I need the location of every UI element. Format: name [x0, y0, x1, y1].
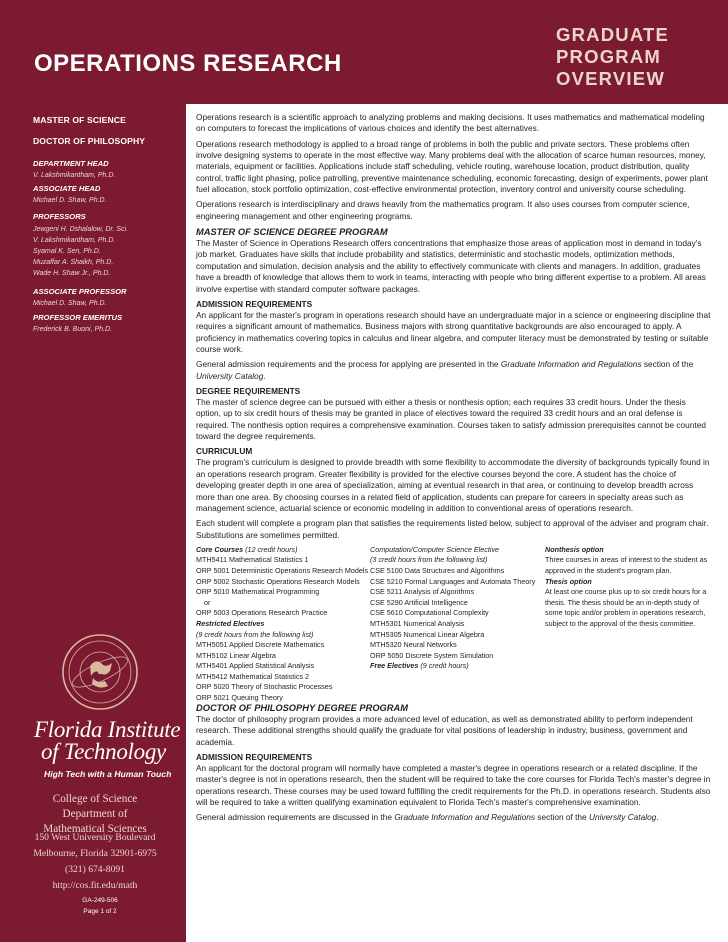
intro-paragraph: Operations research is a scientific approach to analyzing problems and making decisions. It uses mathematics and mathematical modeling on computers to forecast the implications of various choices and identify the best alternatives. [196, 112, 705, 134]
ms-intro: The Master of Science in Operations Research offers concentrations that emphasize those areas of application most in demand in today's job market. Graduates have skills that include probability and statistics, deterministic and stochastic models, optimization methods, computation and simulation, decision analysis and the ability to effectively communicate with clients and managers. In addition, graduates have a breadth of knowledge that allows them to work in teams, interacting with people who bring different expertise to a problem. All areas involve expertise with standard computer software packages. [196, 238, 706, 294]
course-item: MTH5102 Linear Algebra [196, 650, 276, 660]
core-courses-hours: (12 credit hours) [243, 544, 298, 554]
address-block [20, 830, 170, 894]
professor-name: Wade H. Shaw Jr., Ph.D. [33, 270, 111, 277]
catalog-ref: University Catalog [196, 370, 264, 381]
institute-name-line: of Technology [41, 739, 166, 764]
free-electives-label: Free Electives [370, 661, 419, 671]
course-item: MTH5320 Neural Networks [370, 640, 457, 650]
professor-name: Syamal K. Sen, Ph.D. [33, 248, 101, 255]
course-item: MTH5411 Mathematical Statistics 1 [196, 555, 309, 565]
ms-admission-heading: ADMISSION REQUIREMENTS [196, 298, 313, 309]
catalog-ref: University Catalog [588, 812, 657, 823]
phd-heading: DOCTOR OF PHILOSOPHY DEGREE PROGRAM [196, 702, 408, 713]
course-item: MTH5301 Numerical Analysis [370, 618, 465, 628]
cs-elective-column [370, 545, 542, 672]
cs-elective-label: Computation/Computer Science Elective [370, 544, 500, 554]
nonthesis-option-label: Nonthesis option [545, 544, 604, 554]
course-item: ORP 5050 Discrete System Simulation [370, 650, 494, 660]
course-item: CSE 5100 Data Structures and Algorithms [370, 565, 505, 575]
course-item: ORP 5002 Stochastic Operations Research Models [196, 576, 360, 586]
restricted-electives-hours: (9 credit hours from the following list) [196, 629, 314, 639]
catalog-section-ref: Graduate Information and Regulations [500, 359, 642, 370]
overview-line: GRADUATE [556, 24, 670, 45]
overview-line: OVERVIEW [556, 68, 665, 89]
intro-paragraph: Operations research is interdisciplinary and draws heavily from the mathematics program. It also uses courses from computer science, engineering management and other engineering programs. [196, 199, 690, 221]
course-item: ORP 5010 Mathematical Programming [196, 587, 320, 597]
college-line: Mathematical Sciences [43, 823, 147, 835]
university-seal-icon [60, 632, 140, 712]
program-title: OPERATIONS RESEARCH [34, 50, 342, 77]
degree-phd: DOCTOR OF PHILOSOPHY [33, 136, 146, 146]
college-line: Department of [62, 808, 128, 820]
institute-logotype [34, 719, 184, 763]
curriculum-heading: CURRICULUM [196, 446, 253, 457]
phd-general-admission: General admission requirements are discussed in the Graduate Information and Regulations section of the University Catalog. [196, 812, 659, 823]
associate-head-label: ASSOCIATE HEAD [33, 184, 101, 193]
course-item: MTH5412 Mathematical Statistics 2 [196, 671, 310, 681]
program-plan-text: Each student will complete a program plan that satisfies the requirements listed below, subject to approval of the adviser and program chair. Substitutions are sometimes permitted. [196, 518, 709, 540]
degree-ms: MASTER OF SCIENCE [33, 115, 126, 125]
department-head-label: DEPARTMENT HEAD [33, 159, 109, 168]
course-item: MTH5401 Applied Statistical Analysis [196, 661, 315, 671]
thesis-option-label: Thesis option [545, 576, 592, 586]
header-band [0, 0, 728, 104]
associate-head-name: Michael D. Shaw, Ph.D. [33, 197, 107, 204]
professor-name: Jewgeni H. Dshalalow, Dr. Sci. [33, 226, 129, 233]
document-footer [0, 895, 200, 917]
main-content [196, 112, 712, 827]
document-code: GA-249-506 [82, 897, 118, 904]
sidebar [0, 104, 186, 942]
phone-number: (321) 674-8091 [65, 864, 125, 875]
or-label: or [204, 597, 211, 607]
college-line: College of Science [52, 793, 138, 805]
free-electives-hours: (9 credit hours) [418, 661, 469, 671]
degree-requirements-text: The master of science degree can be pursued with either a thesis or nonthesis option; each requires 33 credit hours. Under the thesis option, up to six credit hours of thesis may be granted in place of electives toward the required 33 credit hours and an oral defense is required. The nonthesis option requires a comprehensive examination. Courses taken to satisfy admission prerequisites cannot be counted toward the degree requirements. [196, 396, 706, 442]
professor-emeritus-name: Frederick B. Buoni, Ph.D. [33, 326, 112, 333]
professor-emeritus-label: PROFESSOR EMERITUS [33, 313, 123, 322]
course-item: ORP 5003 Operations Research Practice [196, 608, 328, 618]
course-item: CSE 5610 Computational Complexity [370, 608, 489, 618]
curriculum-text: The program's curriculum is designed to provide breadth with some flexibility to accommodate the diversity of backgrounds typically found in an operations research program. Greater flexibility is provided for the elective courses beyond the core. A student has the choice of developing greater depth in one area of specialization, aiming at eventual research in that area, or continuing to develop breadth across more than one area. By choosing courses in a related field of application, students can prepare for careers in specialty areas such as management science, actuarial science or economic modeling in addition to conventional areas of operations research. [196, 457, 710, 513]
institute-name-line: Florida Institute [34, 717, 181, 742]
ms-heading: MASTER OF SCIENCE DEGREE PROGRAM [196, 227, 388, 238]
associate-professor-name: Michael D. Shaw, Ph.D. [33, 300, 107, 307]
course-item: CSE 5210 Formal Languages and Automata Theory [370, 576, 536, 586]
course-item: CSE 5211 Analysis of Algorithms [370, 587, 475, 597]
thesis-option-text: At least one course plus up to six credit hours for a thesis. The thesis should be an in-depth study of some topic and/or problem in operations research, subject to the approval of the thesis committee. [545, 587, 707, 628]
graduate-program-overview [556, 24, 716, 90]
intro-paragraph: Operations research methodology is applied to a broad range of problems in both the public and private sectors. These problems often involve designing systems to operate in the most effective way. Many problems deal with the allocation of scarce human resources, money, materials, equipment or facilities. Applications include staff scheduling, vehicle routing, warehouse location, product distribution, quality control, traffic light phasing, police patrolling, preventive maintenance scheduling, economic forecasting, design of experiments, power plant fuel allocation, stock portfolio optimization, cost-effective environmental protection, inventory control and university course scheduling. [196, 138, 708, 195]
phd-intro: The doctor of philosophy program provides a more advanced level of education, as well as demonstrated ability to perform independent research. These additional strengths should qualify the graduate for vital positions of leadership in industry, business, government and academia. [196, 713, 693, 747]
ms-admission-text: An applicant for the master's program in operations research should have an undergraduate major in a science or engineering discipline that requires a significant amount of mathematics. Business majors with strong quantitative backgrounds are also encouraged to apply. A proficiency in mathematics covering topics in calculus and linear algebra, and computer literacy must be demonstrated by testing or suitable course work. [196, 309, 711, 355]
ms-general-admission: General admission requirements and the process for applying are presented in the Graduate Information and Regulations section of the University Catalog. [196, 359, 694, 381]
course-item: CSE 5290 Artificial Intelligence [370, 597, 468, 607]
course-item: MTH5051 Applied Discrete Mathematics [196, 640, 325, 650]
professors-label: PROFESSORS [33, 212, 86, 221]
phd-admission-text: An applicant for the doctoral program will normally have completed a master's degree in operations research or a related discipline. If the master's degree is not in operations research, then the student will be required to take the core courses for Florida Tech's master's degree in operations research. These courses may be used toward fulfilling the credit requirements for the Ph.D. in operations research. Students also will be required to take a written qualifying examination equivalent to Florida Tech's master's comprehensive examination. [196, 762, 711, 807]
professor-name: Muzaffar A. Shaikh, Ph.D. [33, 259, 114, 266]
core-courses-label: Core Courses [196, 544, 244, 554]
website-link[interactable]: http://cos.fit.edu/math [52, 880, 138, 891]
tagline: High Tech with a Human Touch [44, 769, 172, 779]
course-item: ORP 5020 Theory of Stochastic Processes [196, 682, 333, 692]
street-address: 150 West University Boulevard [34, 832, 156, 843]
restricted-electives-label: Restricted Electives [196, 618, 265, 628]
page-number: Page 1 of 2 [83, 908, 117, 915]
phd-admission-heading: ADMISSION REQUIREMENTS [196, 751, 313, 762]
course-item: ORP 5021 Queuing Theory [196, 693, 283, 703]
professor-name: V. Lakshmikantham, Ph.D. [33, 237, 116, 244]
core-course-column [196, 545, 368, 704]
department-head-name: V. Lakshmikantham, Ph.D. [33, 172, 116, 179]
catalog-section-ref: Graduate Information and Regulations [394, 812, 535, 823]
options-column [545, 545, 713, 630]
course-lists [196, 544, 712, 703]
course-item: ORP 5001 Deterministic Operations Research Models [196, 565, 369, 575]
cs-elective-hours: (3 credit hours from the following list) [370, 555, 488, 565]
overview-line: PROGRAM [556, 46, 662, 67]
associate-professor-label: ASSOCIATE PROFESSOR [33, 287, 127, 296]
nonthesis-option-text: Three courses in areas of interest to the student as approved in the student's program plan. [545, 555, 708, 575]
course-item: MTH5305 Numerical Linear Algebra [370, 629, 485, 639]
city-address: Melbourne, Florida 32901-6975 [33, 848, 157, 859]
degree-requirements-heading: DEGREE REQUIREMENTS [196, 385, 301, 396]
